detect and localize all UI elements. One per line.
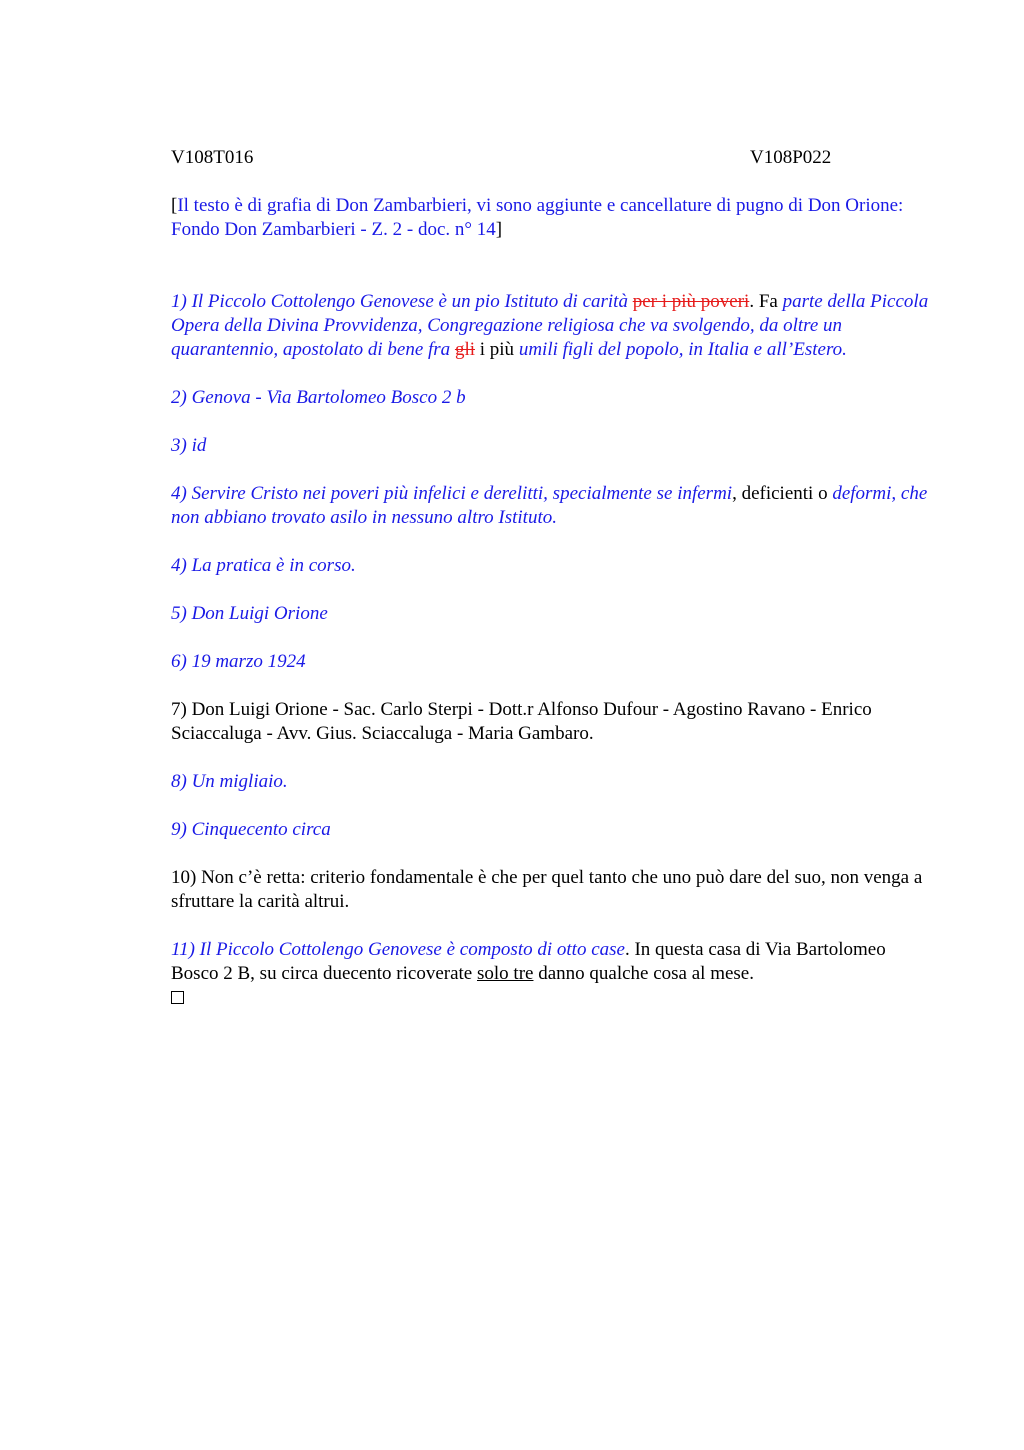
item-1-deletion-2: gli (454, 339, 475, 360)
item-1 (171, 290, 931, 362)
item-1-deletion-1: per i più poveri (632, 291, 750, 312)
end-square-icon (171, 991, 184, 1004)
item-6: 6) 19 marzo 1924 (171, 651, 306, 672)
item-11-underlined: solo tre (477, 963, 534, 984)
item-10: 10) Non c’è retta: criterio fondamentale è che per quel tanto che uno può dare del suo, non venga a sfruttare la carità altrui. (171, 867, 923, 912)
item-11-text-a: 11) Il Piccolo Cottolengo Genovese è composto di otto case (171, 939, 625, 960)
code-left: V108T016 (171, 147, 254, 168)
item-1-text-c: parte della Piccola Opera della Divina Provvidenza, Congregazione religiosa che va svolgendo, da oltre un quarantennio, apostolato di bene fra (171, 291, 929, 360)
item-4-text-a: 4) Servire Cristo nei poveri più infelici e derelitti, specialmente se infermi (171, 483, 733, 504)
item-8: 8) Un migliaio. (171, 771, 288, 792)
editorial-note (171, 194, 931, 242)
note-close-bracket: ] (495, 219, 503, 240)
item-2: 2) Genova - Via Bartolomeo Bosco 2 b (171, 387, 466, 408)
document-page (171, 146, 931, 1010)
item-3: 3) id (171, 435, 207, 456)
item-4b: 4) La pratica è in corso. (171, 555, 356, 576)
item-4-text-b: , deficienti o (732, 483, 828, 504)
item-11 (171, 938, 931, 1010)
item-11-text-b: . In questa casa di Via Bartolomeo Bosco 2 B, su circa duecento ricoverate (171, 939, 886, 984)
item-1-text-e: umili figli del popolo, in Italia e all’Estero. (518, 339, 847, 360)
item-1-text-b: . Fa (749, 291, 778, 312)
item-4-text-c: deformi, che non abbiano trovato asilo in nessuno altro Istituto. (171, 483, 928, 528)
item-4 (171, 482, 931, 530)
note-text: Il testo è di grafia di Don Zambarbieri, vi sono aggiunte e cancellature di pugno di Don Orione: Fondo Don Zambarbieri - Z. 2 - doc. n° 14 (171, 195, 904, 240)
item-1-text-a: 1) Il Piccolo Cottolengo Genovese è un pio Istituto di carità (171, 291, 628, 312)
code-right: V108P022 (750, 147, 832, 168)
item-11-text-d: danno qualche cosa al mese. (538, 963, 754, 984)
item-9: 9) Cinquecento circa (171, 819, 331, 840)
item-5: 5) Don Luigi Orione (171, 603, 328, 624)
document-header (171, 146, 931, 170)
item-7: 7) Don Luigi Orione - Sac. Carlo Sterpi - Dott.r Alfonso Dufour - Agostino Ravano - Enrico Sciaccaluga - Avv. Gius. Sciaccaluga - Maria Gambaro. (171, 699, 872, 744)
item-1-text-d: i più (479, 339, 515, 360)
note-open-bracket: [ (171, 195, 178, 216)
